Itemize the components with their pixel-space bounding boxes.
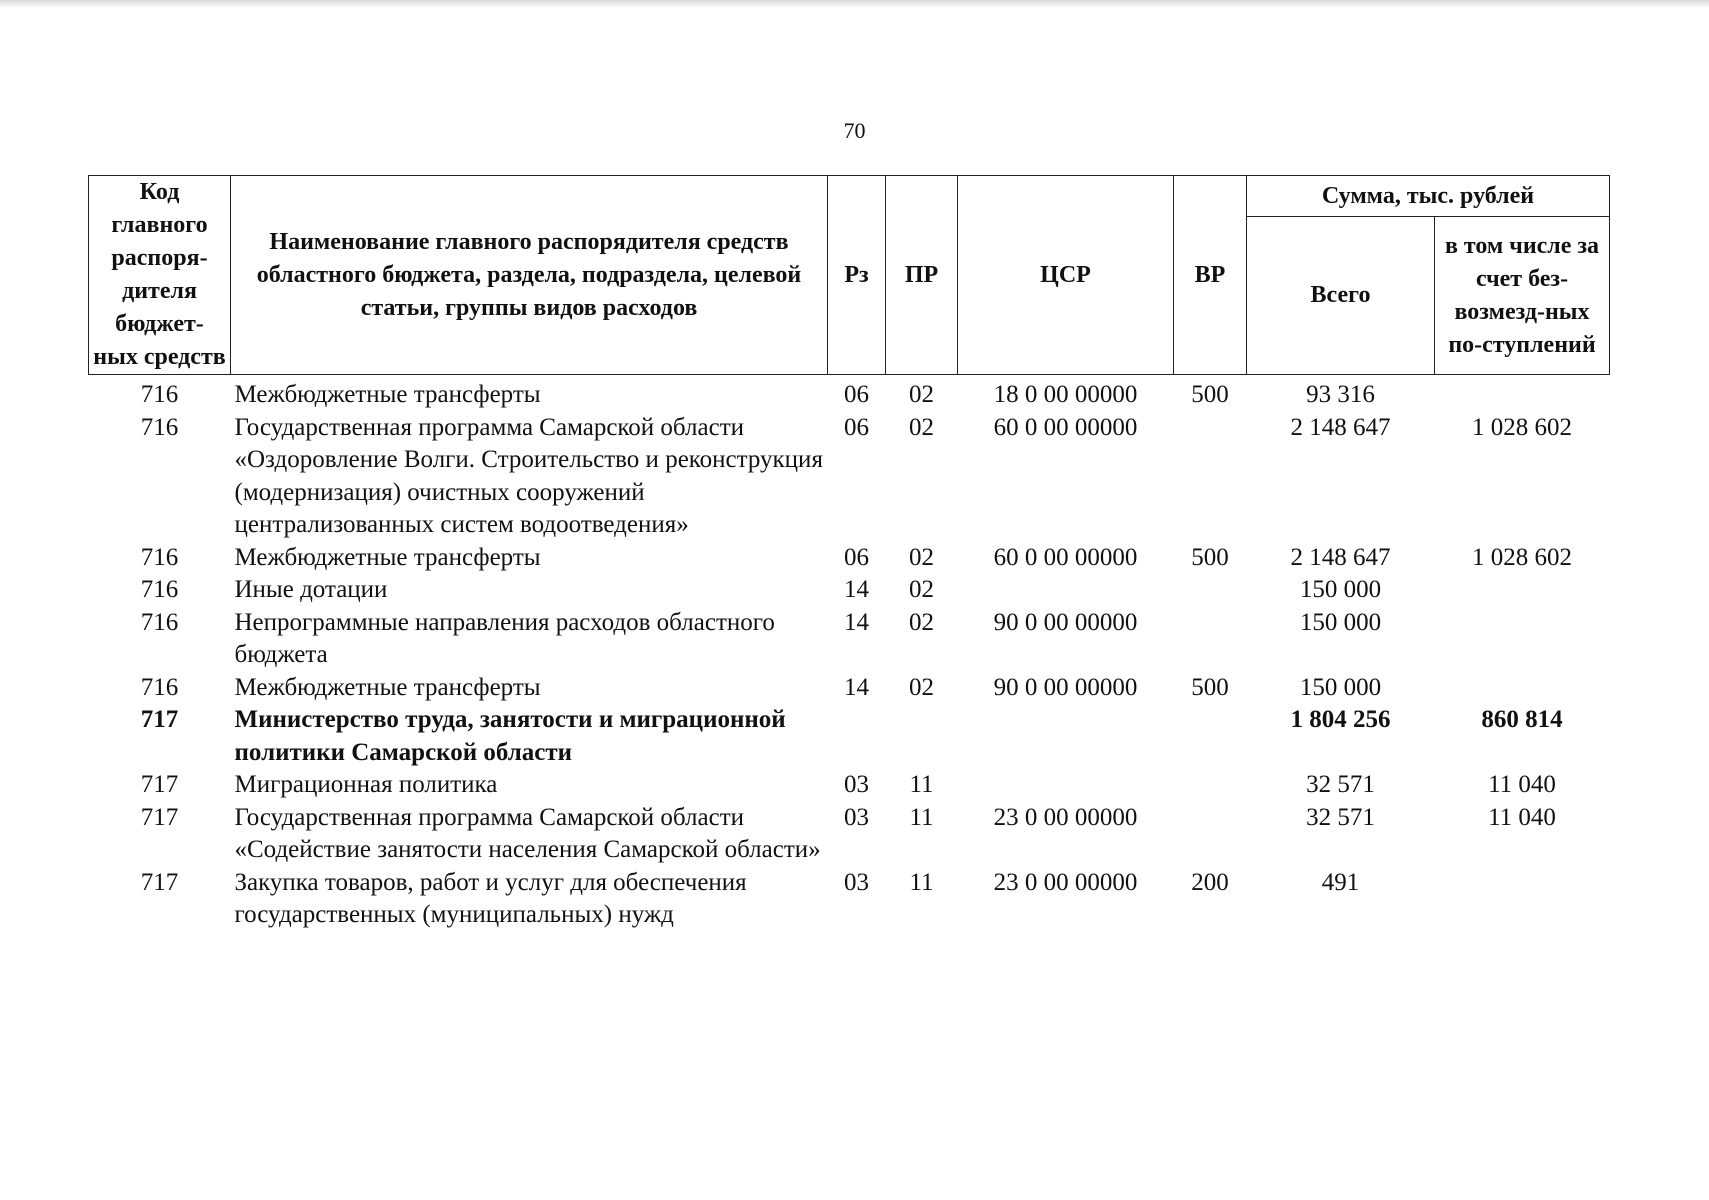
cell-code: 716 bbox=[140, 608, 179, 636]
table-row bbox=[89, 375, 1610, 412]
cell-vr: 500 bbox=[1191, 673, 1229, 701]
cell-vr: 200 bbox=[1191, 868, 1229, 896]
page-number: 70 bbox=[843, 118, 866, 143]
cell-name: Межбюджетные трансферты bbox=[234, 381, 541, 408]
cell-vr: 500 bbox=[1191, 381, 1229, 408]
cell-pr: 11 bbox=[909, 868, 934, 896]
cell-pr: 11 bbox=[909, 803, 934, 831]
cell-code: 716 bbox=[140, 413, 179, 441]
cell-name: Непрограммные направления расходов областного бюджета bbox=[234, 608, 775, 668]
cell-rz: 03 bbox=[844, 771, 869, 798]
table-row bbox=[89, 802, 1610, 867]
budget-table bbox=[88, 175, 1610, 932]
cell-code: 717 bbox=[140, 771, 179, 798]
cell-csr bbox=[958, 769, 1174, 802]
cell-code: 716 bbox=[140, 381, 179, 408]
cell-pr: 02 bbox=[909, 608, 934, 636]
header-sum-group: Сумма, тыс. рублей bbox=[1247, 176, 1610, 217]
cell-pr: 02 bbox=[909, 413, 934, 441]
cell-name: Государственная программа Самарской области «Содействие занятости населения Самарской области» bbox=[234, 803, 821, 863]
cell-name: Министерство труда, занятости и миграционной политики Самарской области bbox=[234, 706, 786, 766]
table-row bbox=[89, 607, 1610, 672]
cell-free bbox=[1435, 607, 1610, 672]
cell-free bbox=[1435, 867, 1610, 932]
cell-name: Государственная программа Самарской области «Оздоровление Волги. Строительство и реконструкция (модернизация) очистных сооружений централизованных систем водоотведения» bbox=[234, 413, 823, 538]
cell-vr bbox=[1174, 769, 1247, 802]
cell-vr: 500 bbox=[1191, 543, 1229, 571]
cell-total: 150 000 bbox=[1299, 608, 1382, 636]
cell-name: Закупка товаров, работ и услуг для обеспечения государственных (муниципальных) нужд bbox=[234, 868, 747, 928]
cell-rz: 14 bbox=[844, 673, 869, 701]
cell-free bbox=[1435, 672, 1610, 705]
cell-total: 150 000 bbox=[1299, 673, 1382, 701]
cell-csr: 18 0 00 00000 bbox=[993, 381, 1138, 408]
table-row bbox=[89, 542, 1610, 575]
cell-free: 1 028 602 bbox=[1472, 413, 1572, 441]
cell-pr: 02 bbox=[909, 576, 934, 603]
cell-csr: 23 0 00 00000 bbox=[993, 868, 1138, 896]
cell-csr: 90 0 00 00000 bbox=[993, 608, 1138, 636]
table-row bbox=[89, 672, 1610, 705]
cell-rz bbox=[828, 704, 886, 769]
cell-code: 717 bbox=[140, 868, 179, 896]
cell-free: 11 040 bbox=[1488, 803, 1556, 831]
table-row bbox=[89, 769, 1610, 802]
header-code: Код главного распоря-дителя бюджет-ных средств bbox=[89, 176, 231, 375]
cell-name: Межбюджетные трансферты bbox=[234, 543, 541, 571]
cell-rz: 14 bbox=[844, 576, 869, 603]
cell-name: Межбюджетные трансферты bbox=[234, 673, 541, 701]
cell-total: 2 148 647 bbox=[1290, 543, 1391, 571]
cell-rz: 06 bbox=[844, 413, 869, 441]
cell-name: Миграционная политика bbox=[234, 771, 498, 798]
cell-total: 491 bbox=[1321, 868, 1360, 896]
cell-csr bbox=[958, 704, 1174, 769]
cell-pr: 11 bbox=[909, 771, 934, 798]
cell-rz: 14 bbox=[844, 608, 869, 636]
cell-total: 2 148 647 bbox=[1290, 413, 1391, 441]
cell-vr bbox=[1174, 574, 1247, 607]
cell-code: 716 bbox=[140, 576, 179, 603]
cell-rz: 03 bbox=[844, 803, 869, 831]
cell-total: 150 000 bbox=[1299, 576, 1382, 603]
cell-vr bbox=[1174, 412, 1247, 542]
cell-pr: 02 bbox=[909, 543, 934, 571]
table-row bbox=[89, 704, 1610, 769]
cell-csr bbox=[958, 574, 1174, 607]
cell-csr: 60 0 00 00000 bbox=[993, 413, 1138, 441]
cell-free: 11 040 bbox=[1488, 771, 1556, 798]
header-vr: ВР bbox=[1174, 176, 1247, 375]
header-name: Наименование главного распорядителя средств областного бюджета, раздела, подраздела, целевой статьи, группы видов расходов bbox=[231, 176, 828, 375]
cell-vr bbox=[1174, 704, 1247, 769]
cell-code: 717 bbox=[140, 803, 179, 831]
cell-total: 32 571 bbox=[1306, 803, 1375, 831]
cell-total: 32 571 bbox=[1306, 771, 1375, 798]
scan-top-edge bbox=[0, 0, 1709, 8]
cell-rz: 06 bbox=[844, 543, 869, 571]
cell-code: 716 bbox=[140, 543, 179, 571]
cell-rz: 03 bbox=[844, 868, 869, 896]
table-row bbox=[89, 412, 1610, 542]
table-row bbox=[89, 574, 1610, 607]
cell-free bbox=[1435, 375, 1610, 412]
cell-csr: 23 0 00 00000 bbox=[993, 803, 1138, 831]
cell-pr: 02 bbox=[909, 381, 934, 408]
cell-csr: 60 0 00 00000 bbox=[993, 543, 1138, 571]
cell-free: 1 028 602 bbox=[1472, 543, 1572, 571]
cell-total: 1 804 256 bbox=[1290, 706, 1391, 733]
header-free: в том числе за счет без-возмезд-ных по-ступлений bbox=[1435, 217, 1610, 375]
header-csr: ЦСР bbox=[958, 176, 1174, 375]
cell-free bbox=[1435, 574, 1610, 607]
cell-pr bbox=[886, 704, 958, 769]
cell-name: Иные дотации bbox=[234, 576, 388, 603]
table-header bbox=[89, 176, 1610, 375]
cell-vr bbox=[1174, 802, 1247, 867]
header-total: Всего bbox=[1247, 217, 1435, 375]
cell-free: 860 814 bbox=[1481, 706, 1563, 733]
cell-csr: 90 0 00 00000 bbox=[993, 673, 1138, 701]
table-row bbox=[89, 867, 1610, 932]
cell-rz: 06 bbox=[844, 381, 869, 408]
cell-code: 716 bbox=[140, 673, 179, 701]
header-pr: ПР bbox=[886, 176, 958, 375]
cell-total: 93 316 bbox=[1306, 381, 1375, 408]
cell-vr bbox=[1174, 607, 1247, 672]
cell-code: 717 bbox=[140, 706, 179, 733]
table-body bbox=[89, 375, 1610, 932]
cell-pr: 02 bbox=[909, 673, 934, 701]
header-rz: Рз bbox=[828, 176, 886, 375]
